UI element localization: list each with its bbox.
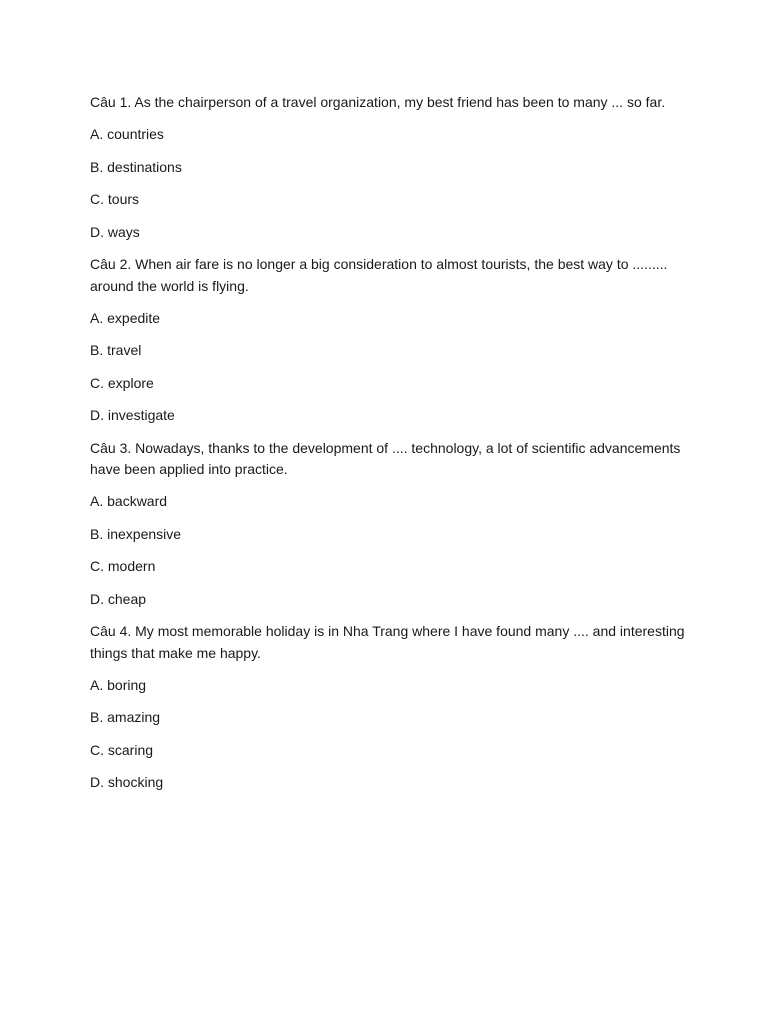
question-3-option-d: D. cheap bbox=[90, 590, 147, 607]
question-2-option-c: C. explore bbox=[90, 374, 154, 391]
question-4-option-a: A. boring bbox=[90, 676, 147, 693]
question-4-text: Câu 4. My most memorable holiday is in Nha Trang where I have found many .... and interesting things that make me happy. bbox=[90, 623, 685, 661]
question-2-option-a: A. expedite bbox=[90, 309, 161, 326]
question-2-option-d: D. investigate bbox=[90, 407, 175, 423]
question-4-option-d: D. shocking bbox=[90, 774, 164, 790]
question-1-option-b: B. destinations bbox=[90, 158, 182, 175]
question-1-text: Câu 1. As the chairperson of a travel organization, my best friend has been to many ... so far. bbox=[90, 94, 666, 110]
question-1-option-c: C. tours bbox=[90, 191, 140, 207]
question-1-option-d: D. ways bbox=[90, 223, 140, 240]
question-4-option-c: C. scaring bbox=[90, 741, 154, 758]
question-3-option-c: C. modern bbox=[90, 558, 156, 574]
question-1-option-a: A. countries bbox=[90, 126, 164, 142]
question-3-option-a: A. backward bbox=[90, 493, 168, 509]
question-3-text: Câu 3. Nowadays, thanks to the development of .... technology, a lot of scientific advancements have been applied into practice. bbox=[90, 439, 681, 477]
question-2-option-b: B. travel bbox=[90, 342, 142, 358]
quiz-content bbox=[90, 92, 690, 805]
question-2-text: Câu 2. When air fare is no longer a big consideration to almost tourists, the best way to ......... around the world is flying. bbox=[90, 256, 668, 294]
question-4-option-b: B. amazing bbox=[90, 709, 161, 725]
question-3-option-b: B. inexpensive bbox=[90, 525, 182, 542]
